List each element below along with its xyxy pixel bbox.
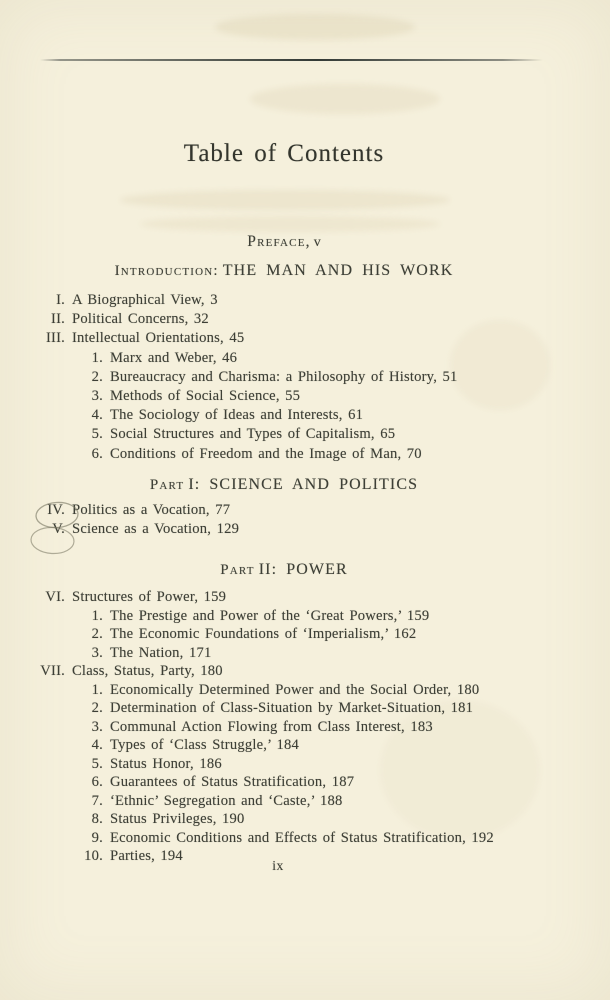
toc-subentry — [38, 792, 548, 811]
preface-label: Preface, — [247, 233, 311, 250]
introduction-heading — [38, 262, 530, 280]
toc-entry-number: VII. — [40, 663, 65, 679]
toc-entry-text: The Economic Foundations of ‘Imperialism,’ 162 — [110, 626, 417, 642]
toc-entry-text: Class, Status, Party, 180 — [72, 663, 223, 679]
toc-entry-text: Marx and Weber, 46 — [110, 349, 238, 366]
introduction-title: THE MAN AND HIS WORK — [222, 262, 454, 279]
toc-subentry — [38, 681, 548, 700]
toc-entry-text: Guarantees of Status Stratification, 187 — [110, 774, 355, 790]
page-title: Table of Contents — [183, 140, 385, 167]
toc-entry-text: Political Concerns, 32 — [72, 311, 209, 328]
toc-entry-text: A Biographical View, 3 — [72, 292, 218, 308]
toc-subentry — [38, 387, 548, 406]
bleed-through-stain — [140, 216, 440, 232]
toc-entry-number: IV. — [47, 502, 65, 518]
toc-entry — [38, 588, 548, 607]
toc-entry-text: Parties, 194 — [110, 848, 183, 864]
toc-subentry — [38, 699, 548, 718]
toc-entry-number: II. — [51, 311, 65, 328]
toc-subentry — [38, 349, 548, 368]
toc-entry-number: 3. — [91, 718, 103, 735]
toc-entry-text: Communal Action Flowing from Class Interest, 183 — [110, 718, 433, 735]
toc-entry-number: 8. — [91, 811, 103, 827]
toc-entry-text: ‘Ethnic’ Segregation and ‘Caste,’ 188 — [110, 792, 343, 809]
toc-entry-text: Types of ‘Class Struggle,’ 184 — [110, 737, 300, 753]
toc-entry-text: Status Privileges, 190 — [110, 811, 245, 827]
part2-entries — [38, 588, 548, 866]
part2-label: Part — [220, 562, 255, 578]
toc-subentry — [38, 736, 548, 755]
toc-entry — [38, 291, 548, 310]
toc-entry — [38, 310, 548, 329]
toc-entry-number: 9. — [91, 829, 103, 846]
toc-entry-text: Economically Determined Power and the Social Order, 180 — [110, 681, 480, 698]
introduction-entries — [38, 291, 548, 464]
part1-heading — [38, 476, 530, 494]
preface-page-ref: v — [313, 235, 321, 250]
toc-entry-number: 10. — [84, 848, 103, 864]
toc-subentry — [38, 607, 548, 626]
toc-subentry — [38, 425, 548, 444]
toc-entry-number: 5. — [91, 755, 103, 772]
toc-entry-text: Conditions of Freedom and the Image of Man, 70 — [110, 445, 422, 462]
toc-entry — [38, 329, 548, 348]
toc-entry-number: 2. — [91, 368, 103, 385]
preface-heading — [38, 233, 530, 251]
toc-entry-text: Social Structures and Types of Capitalism, 65 — [110, 426, 396, 443]
toc-entry-text: Bureaucracy and Charisma: a Philosophy of History, 51 — [110, 368, 458, 385]
part1-entries — [38, 501, 548, 538]
toc-subentry — [38, 644, 548, 663]
toc-entry-number: 2. — [91, 700, 103, 716]
toc-subentry — [38, 445, 548, 464]
toc-subentry — [38, 755, 548, 774]
part2-title: II: POWER — [258, 561, 348, 578]
toc-entry-text: The Nation, 171 — [110, 644, 212, 661]
toc-entry-number: 5. — [91, 426, 103, 443]
header-rule — [40, 59, 543, 61]
part2-heading — [38, 561, 530, 579]
bleed-through-stain — [250, 84, 440, 114]
toc-entry-number: 3. — [91, 388, 103, 405]
part1-label: Part — [149, 477, 185, 493]
toc-entry-number: 7. — [91, 792, 103, 809]
toc-entry-number: 4. — [91, 737, 103, 753]
toc-entry-number: I. — [56, 292, 65, 308]
toc-entry-number: 1. — [91, 607, 103, 624]
toc-entry-number: 6. — [91, 774, 103, 790]
toc-entry-text: Structures of Power, 159 — [72, 589, 227, 605]
toc-entry-number: 4. — [91, 407, 103, 424]
pencil-circle-annotation — [25, 494, 91, 562]
toc-entry-text: Economic Conditions and Effects of Status Stratification, 192 — [110, 829, 494, 846]
toc-entry-text: The Prestige and Power of the ‘Great Powers,’ 159 — [110, 607, 430, 624]
toc-entry-number: III. — [45, 330, 65, 347]
folio-page-number: ix — [272, 858, 284, 873]
toc-subentry — [38, 718, 548, 737]
toc-entry-text: Determination of Class-Situation by Market-Situation, 181 — [110, 700, 474, 716]
toc-entry-number: 6. — [91, 445, 103, 462]
toc-entry-text: Status Honor, 186 — [110, 755, 222, 772]
bleed-through-stain — [120, 190, 450, 210]
toc-entry-number: 1. — [91, 681, 103, 698]
toc-entry — [38, 520, 548, 539]
introduction-label: Introduction: — [114, 263, 219, 279]
toc-subentry — [38, 625, 548, 644]
toc-subentry — [38, 368, 548, 387]
toc-subentry — [38, 773, 548, 792]
toc-entry-text: Intellectual Orientations, 45 — [72, 330, 245, 347]
toc-subentry — [38, 406, 548, 425]
part1-title: I: SCIENCE AND POLITICS — [188, 476, 419, 493]
toc-subentry — [38, 829, 548, 848]
toc-entry-text: Science as a Vocation, 129 — [72, 520, 240, 537]
toc-entry-text: The Sociology of Ideas and Interests, 61 — [110, 407, 364, 424]
toc-entry-text: Politics as a Vocation, 77 — [72, 502, 231, 518]
toc-entry-text: Methods of Social Science, 55 — [110, 388, 301, 405]
toc-entry-number: 2. — [91, 626, 103, 642]
toc-entry-number: VI. — [45, 589, 65, 605]
toc-entry — [38, 662, 548, 681]
bleed-through-stain — [215, 14, 415, 40]
pencil-circle-iv-icon — [35, 501, 79, 529]
toc-entry-number: 1. — [91, 349, 103, 366]
toc-subentry — [38, 810, 548, 829]
toc-entry-number: 3. — [91, 644, 103, 661]
toc-entry — [38, 501, 548, 520]
toc-entry-number: V. — [52, 520, 65, 537]
pencil-circle-v-icon — [30, 526, 74, 554]
